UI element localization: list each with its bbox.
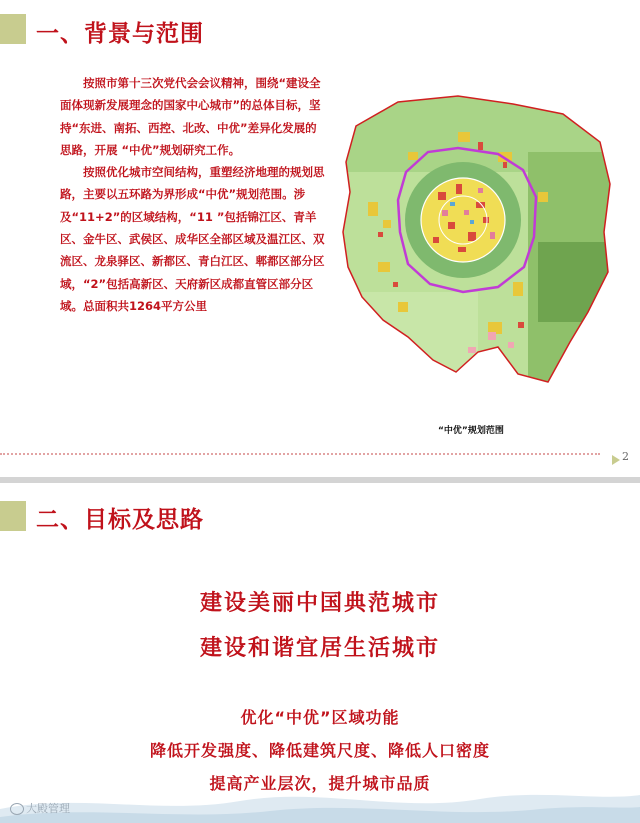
approach-line-1: 优化“中优”区域功能 bbox=[240, 708, 400, 727]
wave-decoration bbox=[0, 779, 640, 823]
goal-1: 建设美丽中国典范城市 bbox=[199, 591, 440, 616]
goal-2: 建设和谐宜居生活城市 bbox=[199, 636, 440, 661]
slide-1-body bbox=[60, 72, 326, 317]
title-accent-block bbox=[0, 501, 26, 531]
slide-1-title: 一、背景与范围 bbox=[36, 21, 204, 47]
paragraph-1: 按照市第十三次党代会会议精神，围绕“建设全面体现新发展理念的国家中心城市”的总体目标，坚持“东进、南拓、西控、北改、中优”差异化发展的思路，开展 “中优”规划研究工作。 bbox=[60, 76, 321, 157]
slide-2 bbox=[0, 483, 640, 823]
planning-area-map bbox=[338, 92, 618, 392]
approach-line-3: 提高产业层次，提升城市品质 bbox=[209, 774, 431, 793]
footer-divider bbox=[0, 453, 600, 455]
paragraph-2: 按照优化城市空间结构，重塑经济地理的规划思路，主要以五环路为界形成“中优”规划范围。涉及“11+2”的区域结构，“11 ”包括锦江区、青羊区、金牛区、武侯区、成华区全部区域及温江区、双流区、龙泉驿区、新都区、青白江区、郫都区部分区域，“2”包括高新区、天府新区成都直管区部分区域。总面积共1264平方公里 bbox=[60, 165, 325, 313]
approach-line-2: 降低开发强度、降低建筑尺度、降低人口密度 bbox=[149, 741, 490, 760]
slide-2-title: 二、目标及思路 bbox=[36, 507, 204, 533]
watermark-text: 大殿管理 bbox=[26, 802, 70, 815]
watermark bbox=[10, 800, 70, 816]
title-accent-block bbox=[0, 14, 26, 44]
play-arrow-icon bbox=[612, 455, 620, 465]
page-number: 2 bbox=[622, 450, 629, 463]
watermark-logo-icon bbox=[10, 803, 24, 815]
map-caption: “中优”规划范围 bbox=[438, 426, 504, 436]
